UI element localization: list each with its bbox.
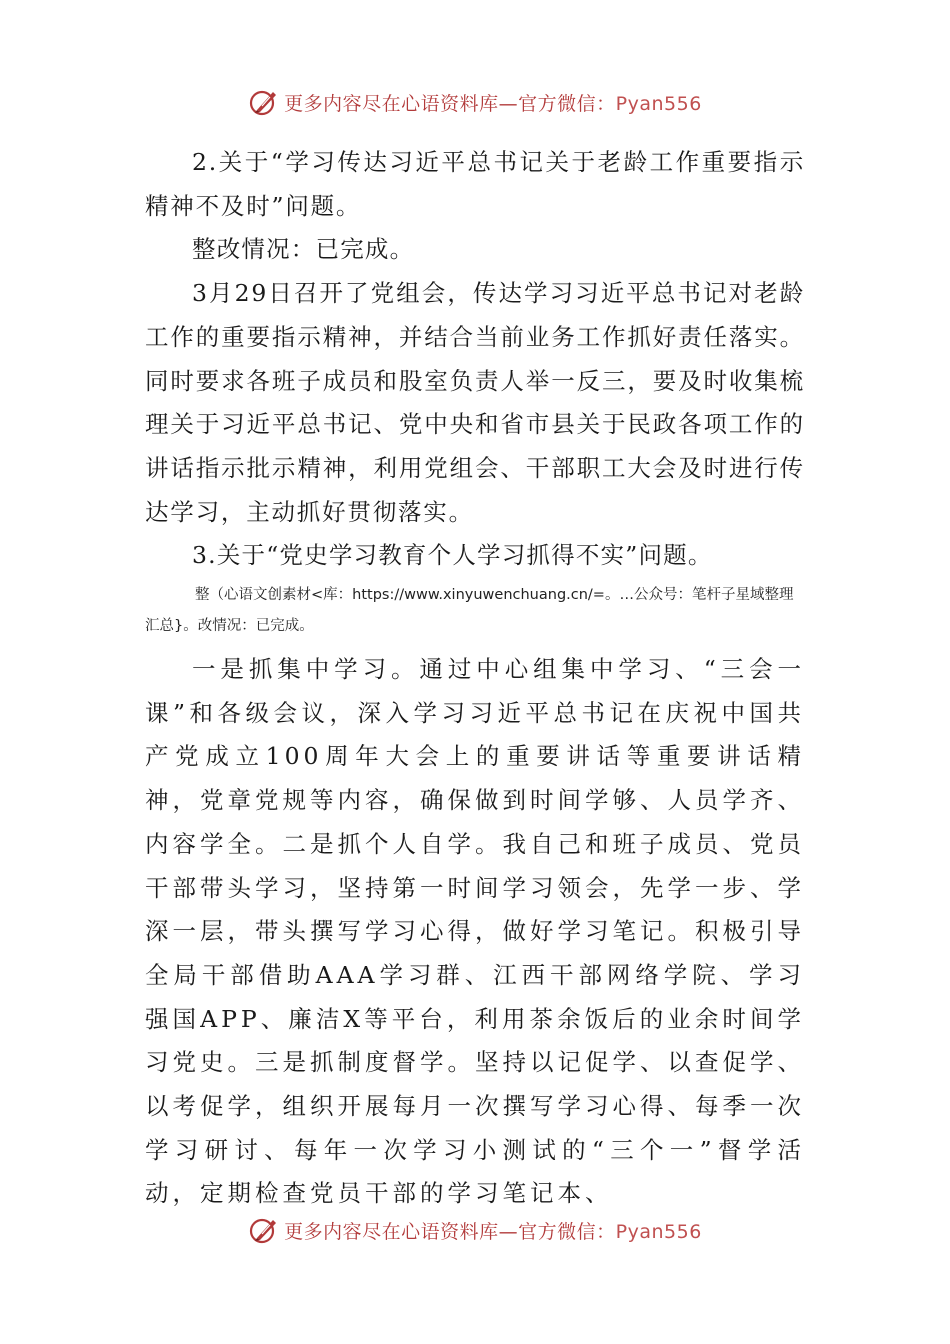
- footer-banner: [0, 1208, 950, 1252]
- header-banner: [0, 80, 950, 124]
- banner-text: [284, 89, 702, 116]
- watermark-note: 整（心语文创素材<库：https://www.xinyuwenchuang.cn/=。…公众号：笔杆子星域整理汇总}。改情况：已完成。: [145, 587, 794, 635]
- banner-slogan: 更多内容尽在心语资料库—官方微信：: [284, 92, 616, 115]
- quill-pen-icon: [248, 1214, 280, 1246]
- section-2-heading: 2.关于“学习传达习近平总书记关于老龄工作重要指示精神不及时”问题。: [145, 148, 805, 220]
- document-body: [145, 141, 805, 1216]
- section-2-body: 3月29日召开了党组会，传达学习习近平总书记对老龄工作的重要指示精神，并结合当前业务工作抓好责任落实。同时要求各班子成员和股室负责人举一反三，要及时收集梳理关于习近平总书记、党中央和省市县关于民政各项工作的讲话指示批示精神，利用党组会、干部职工大会及时进行传达学习，主动抓好贯彻落实。: [145, 279, 805, 526]
- banner-text: [284, 1217, 702, 1244]
- banner-slogan: 更多内容尽在心语资料库—官方微信：: [284, 1220, 616, 1243]
- wechat-id: Pyan556: [615, 1220, 702, 1243]
- section-3-heading: 3.关于“党史学习教育个人学习抓得不实”问题。: [192, 541, 713, 570]
- wechat-id: Pyan556: [615, 92, 702, 115]
- quill-pen-icon: [248, 86, 280, 118]
- section-2-status: 整改情况：已完成。: [192, 235, 415, 264]
- section-3-body: 一是抓集中学习。通过中心组集中学习、“三会一课”和各级会议，深入学习习近平总书记在庆祝中国共产党成立100周年大会上的重要讲话等重要讲话精神，党章党规等内容，确保做到时间学够、人员学齐、内容学全。二是抓个人自学。我自己和班子成员、党员干部带头学习，坚持第一时间学习领会，先学一步、学深一层，带头撰写学习心得，做好学习笔记。积极引导全局干部借助AAA学习群、江西干部网络学院、学习强国APP、廉洁X等平台，利用茶余饭后的业余时间学习党史。三是抓制度督学。坚持以记促学、以查促学、以考促学，组织开展每月一次撰写学习心得、每季一次学习研讨、每年一次学习小测试的“三个一”督学活动，定期检查党员干部的学习笔记本、: [145, 655, 805, 1208]
